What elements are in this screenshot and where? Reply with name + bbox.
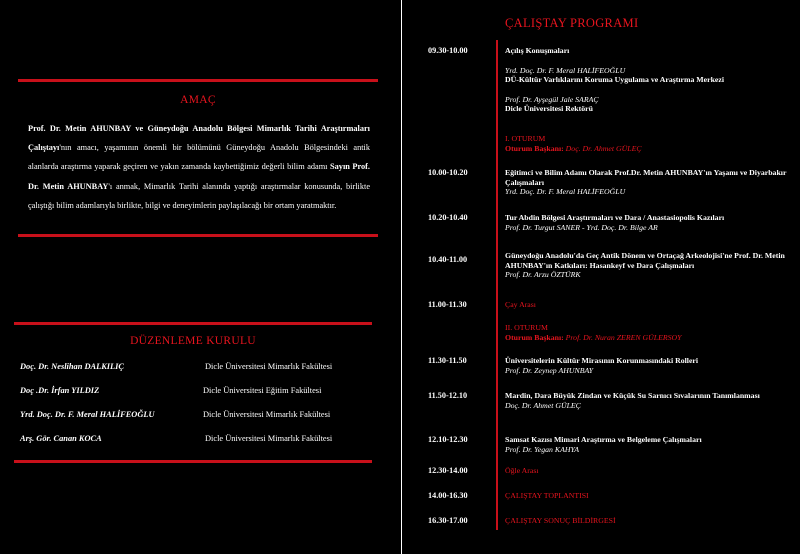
session-2-chair-label: Oturum Başkanı: xyxy=(505,332,564,342)
member-name: Yrd. Doç. Dr. F. Meral HALİFEOĞLU xyxy=(20,410,155,419)
member-institution: Dicle Üniversitesi Mimarlık Fakültesi xyxy=(203,410,331,419)
time-slot: 09.30-10.00 xyxy=(428,46,468,55)
talk-2-title: Tur Abdin Bölgesi Araştırmaları ve Dara / Anastasiopolis Kazıları xyxy=(505,213,725,222)
organizing-bottom-rule xyxy=(14,460,372,463)
opening-speaker-2-org: Dicle Üniversitesi Rektörü xyxy=(505,104,593,114)
closing-declaration-label: ÇALIŞTAY SONUÇ BİLDİRGESİ xyxy=(505,516,616,525)
talk-6-title: Samsat Kazısı Mimari Araştırma ve Belgeleme Çalışmaları xyxy=(505,435,702,444)
session-1-chair xyxy=(505,144,795,154)
opening-speaker-1-org: DÜ-Kültür Varlıklarını Koruma Uygulama ve Araştırma Merkezi xyxy=(505,75,725,85)
time-slot: 10.00-10.20 xyxy=(428,168,468,177)
talk-1 xyxy=(505,168,795,197)
amac-bold-1: Prof. Dr. Metin AHUNBAY ve Güneydoğu Anadolu Bölgesi Mimarlık Tarihi Araştırmaları Çalıştayı xyxy=(28,124,370,153)
talk-5-title: Mardin, Dara Büyük Zindan ve Küçük Su Sarnıcı Sıvalarının Tanımlanması xyxy=(505,391,760,400)
talk-4-speaker: Prof. Dr. Zeynep AHUNBAY xyxy=(505,365,594,375)
program-title: ÇALIŞTAY PROGRAMI xyxy=(505,16,639,30)
talk-2-speaker: Prof. Dr. Turgut SANER - Yrd. Doç. Dr. Bilge AR xyxy=(505,222,658,232)
time-slot: 11.00-11.30 xyxy=(428,300,467,309)
time-slot: 11.50-12.10 xyxy=(428,391,468,400)
talk-3 xyxy=(505,251,795,280)
opening-block xyxy=(505,46,795,114)
talk-5 xyxy=(505,391,795,410)
talk-3-title: Güneydoğu Anadolu'da Geç Antik Dönem ve Ortaçağ Arkeolojisi'ne Prof. Dr. Metin AHUNBAY'ın Katkıları: Hasankeyf ve Dara Çalışmaları xyxy=(505,251,785,270)
talk-1-title: Eğitimci ve Bilim Adamı Olarak Prof.Dr. Metin AHUNBAY'ın Yaşamı ve Diyarbakır Çalışmaları xyxy=(505,168,787,187)
time-slot: 10.40-11.00 xyxy=(428,255,468,264)
talk-4 xyxy=(505,356,795,375)
session-1-header xyxy=(505,134,795,153)
amac-title: AMAÇ xyxy=(180,94,216,106)
member-institution: Dicle Üniversitesi Mimarlık Fakültesi xyxy=(205,434,333,443)
time-slot: 10.20-10.40 xyxy=(428,213,468,222)
talk-4-title: Üniversitelerin Kültür Mirasının Korunmasındaki Rolleri xyxy=(505,356,699,365)
session-1-label: I. OTURUM xyxy=(505,134,546,143)
amac-text-2: 'ı anmak, Mimarlık Tarihi alanında yaptığı araştırmalar konusunda, birlikte çalıştığı bilim adamlarıyla birlikte, bilgi ve deneyimlerin paylaşılacağı bir ortam yaratmaktır. xyxy=(28,181,370,210)
lunch-break xyxy=(505,466,795,476)
lunch-break-label: Öğle Arası xyxy=(505,466,539,475)
amac-bold-2: Sayın Prof. Dr. Metin AHUNBAY xyxy=(28,162,370,191)
session-1-chair-label: Oturum Başkanı: xyxy=(505,143,564,153)
timeline-line xyxy=(496,40,498,530)
opening-speaker-2: Prof. Dr. Ayşegül Jale SARAÇ xyxy=(505,94,599,104)
tea-break-label: Çay Arası xyxy=(505,300,536,309)
talk-6 xyxy=(505,435,795,454)
member-institution: Dicle Üniversitesi Eğitim Fakültesi xyxy=(203,386,322,395)
time-slot: 16.30-17.00 xyxy=(428,516,468,525)
session-2-header xyxy=(505,323,795,342)
session-2-chair xyxy=(505,333,795,343)
opening-label: Açılış Konuşmaları xyxy=(505,46,570,55)
talk-2 xyxy=(505,213,795,232)
amac-paragraph xyxy=(28,119,370,215)
tea-break xyxy=(505,300,795,310)
member-name: Arş. Gör. Canan KOCA xyxy=(20,434,102,443)
talk-1-speaker: Yrd. Doç. Dr. F. Meral HALİFEOĞLU xyxy=(505,187,626,197)
time-slot: 12.30-14.00 xyxy=(428,466,468,475)
page-divider xyxy=(401,0,402,554)
talk-6-speaker: Prof. Dr. Yegan KAHYA xyxy=(505,444,580,454)
session-1-chair-name: Doç. Dr. Ahmet GÜLEÇ xyxy=(563,143,642,153)
organizing-title: DÜZENLEME KURULU xyxy=(130,335,256,347)
member-institution: Dicle Üniversitesi Mimarlık Fakültesi xyxy=(205,362,333,371)
time-slot: 11.30-11.50 xyxy=(428,356,467,365)
organizing-top-rule xyxy=(14,322,372,325)
amac-top-rule xyxy=(18,79,378,82)
time-slot: 14.00-16.30 xyxy=(428,491,468,500)
workshop-meeting xyxy=(505,491,795,501)
amac-bottom-rule xyxy=(18,234,378,237)
session-2-chair-name: Prof. Dr. Nuran ZEREN GÜLERSOY xyxy=(563,332,682,342)
closing-declaration xyxy=(505,516,795,526)
member-name: Doç. Dr. Neslihan DALKILIÇ xyxy=(20,362,125,371)
talk-5-speaker: Doç. Dr. Ahmet GÜLEÇ xyxy=(505,400,581,410)
session-2-label: II. OTURUM xyxy=(505,323,548,332)
time-slot: 12.10-12.30 xyxy=(428,435,468,444)
workshop-meeting-label: ÇALIŞTAY TOPLANTISI xyxy=(505,491,589,500)
amac-text-1: 'nın amacı, yaşamının önemli bir bölümünü Güneydoğu Anadolu Bölgesindeki antik alanlarda araştırma yaparak geçiren ve yakın zamanda kaybettiğimiz değerli bilim adamı xyxy=(28,143,370,172)
talk-3-speaker: Prof. Dr. Arzu ÖZTÜRK xyxy=(505,270,581,280)
opening-speaker-1: Yrd. Doç. Dr. F. Meral HALİFEOĞLU xyxy=(505,65,626,75)
member-name: Doç .Dr. İrfan YILDIZ xyxy=(20,386,100,395)
